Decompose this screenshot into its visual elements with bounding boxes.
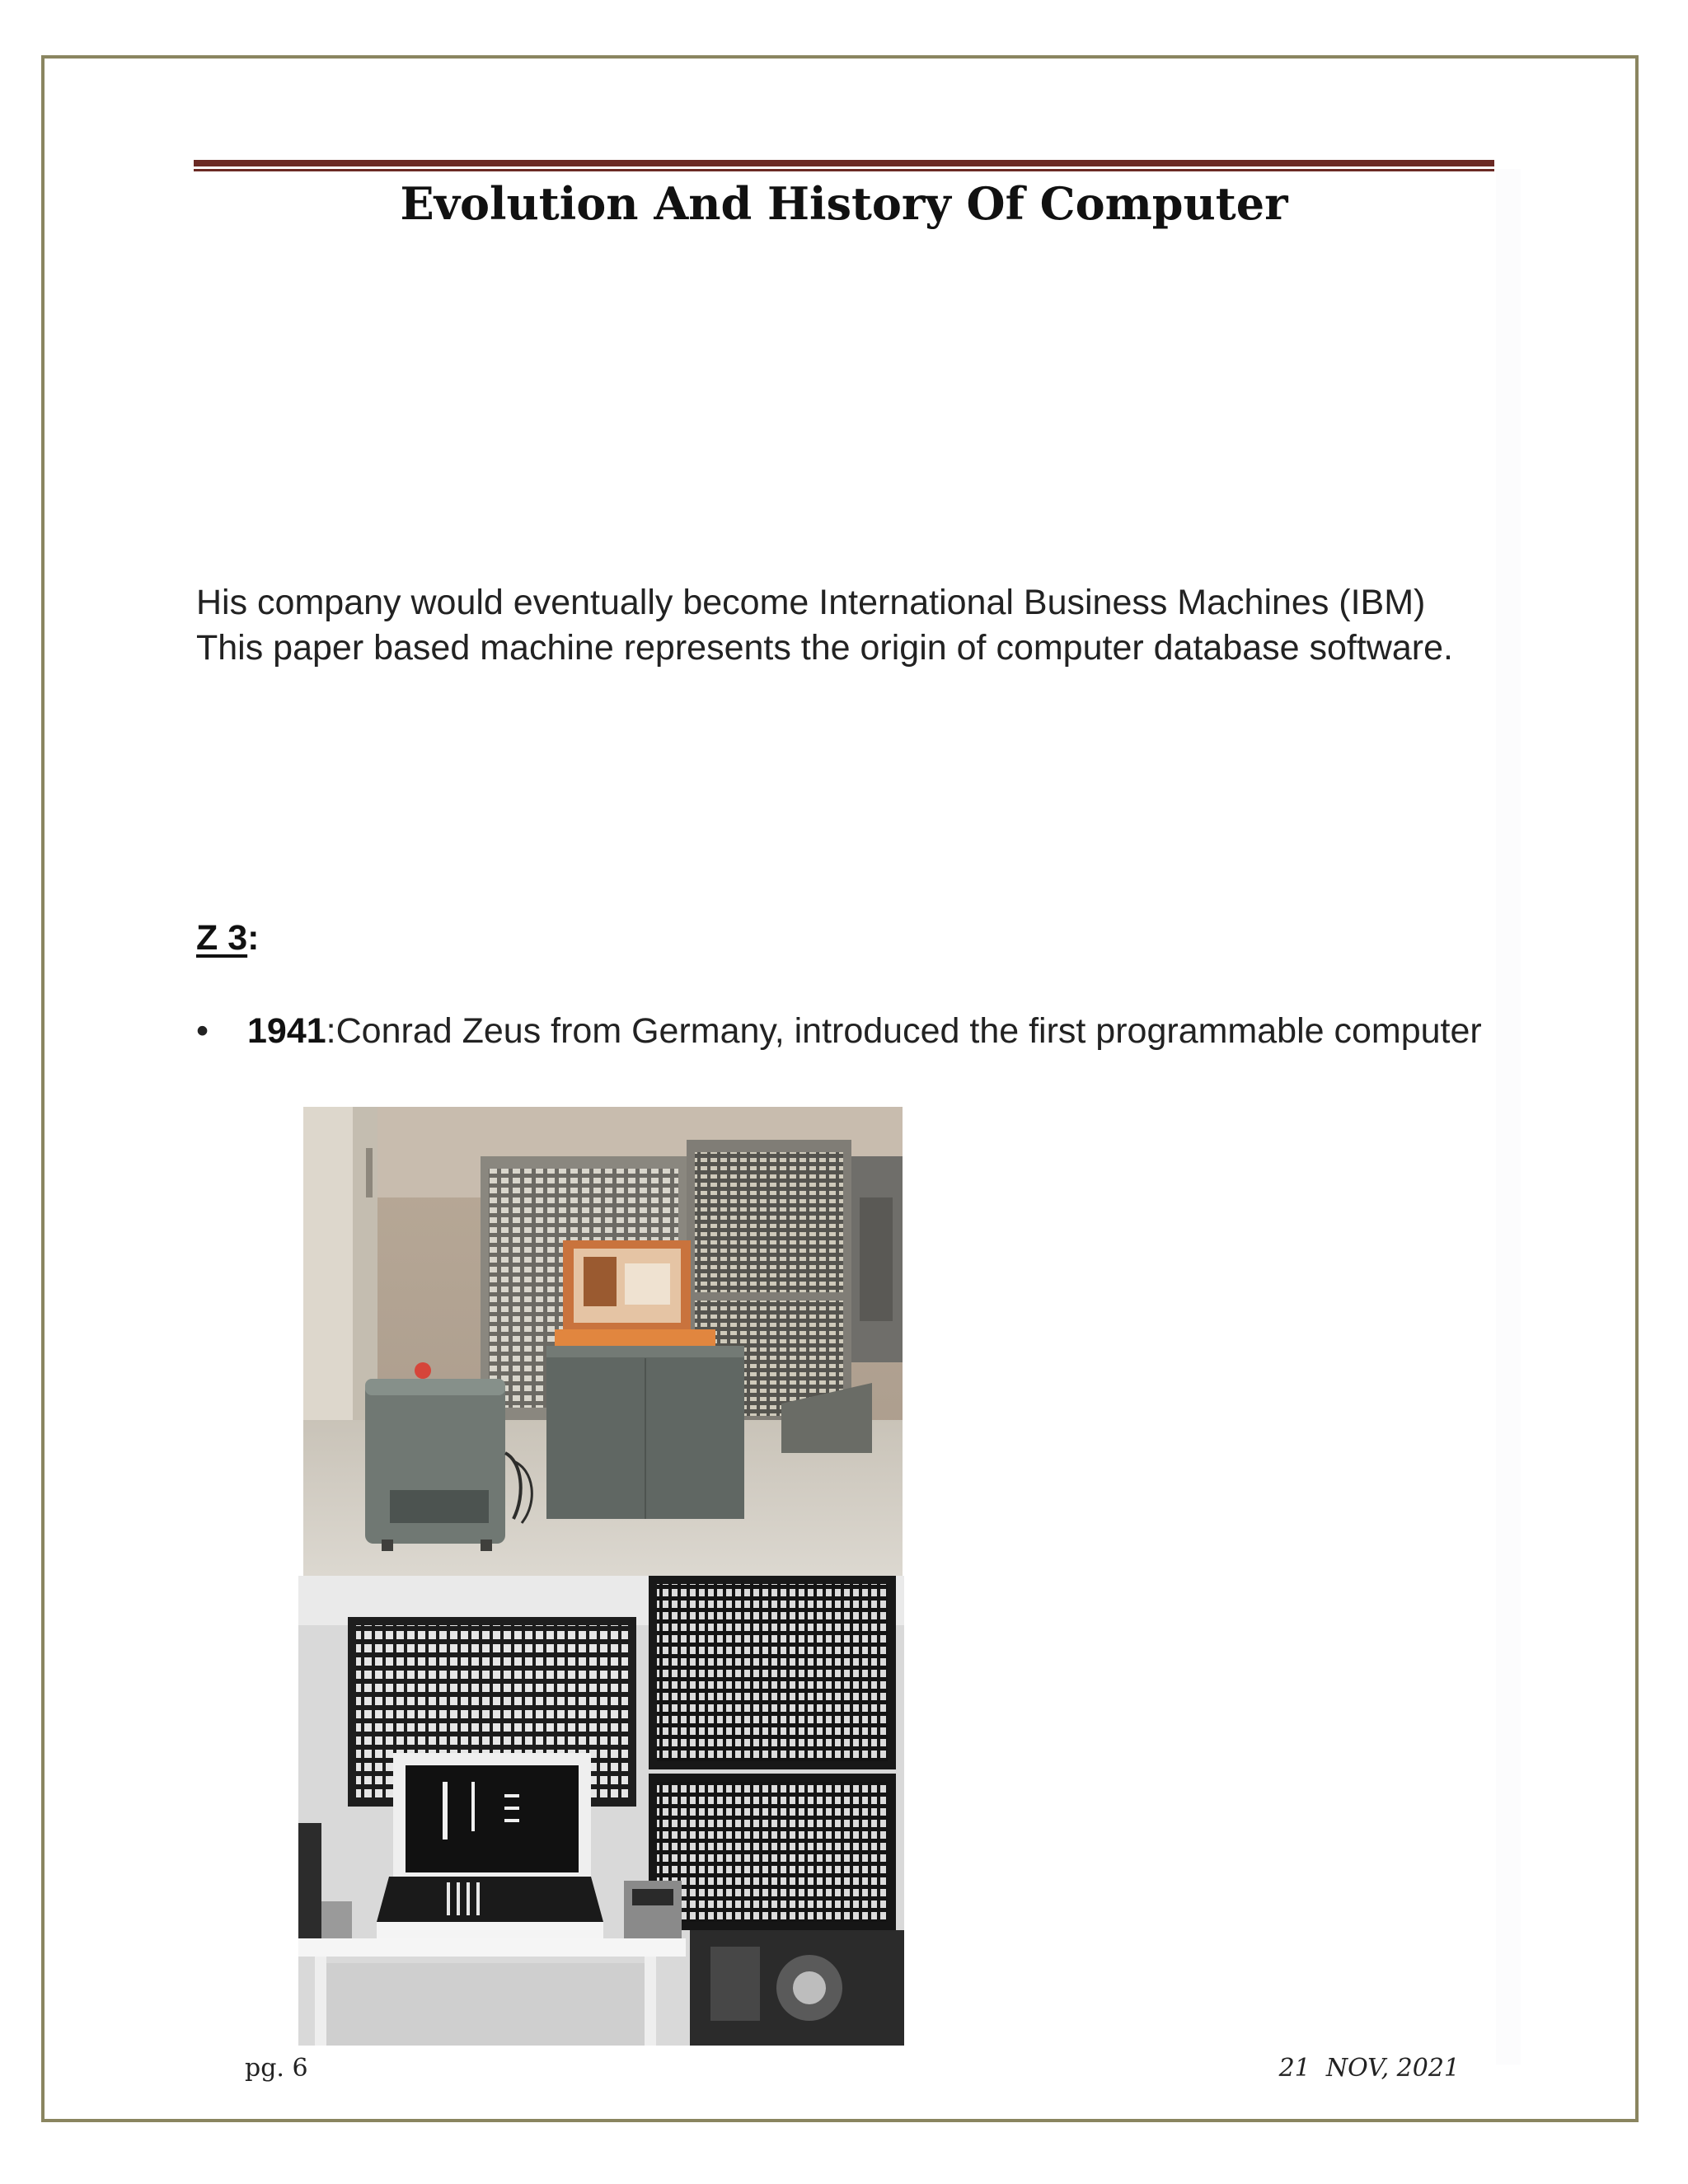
z3-replica-color-photo [303,1107,903,1576]
body-paragraph: His company would eventually become International Business Machines (IBM) This paper based machine represents the origin of computer database software. [196,583,1453,668]
header-rule-thin [194,169,1494,171]
bullet-year: 1941 [247,1011,326,1051]
footer-date: 21 NOV, 2021 [1278,2054,1460,2083]
section-heading [196,916,259,961]
content-shade [1496,169,1521,2064]
bullet-text [247,1009,1484,1054]
page-number: pg. 6 [245,2054,308,2083]
z3-original-bw-photo [298,1576,904,2046]
section-heading-colon: : [247,918,260,958]
header-rule [194,160,1494,166]
bullet-marker: • [196,1011,209,1051]
section-heading-text: Z 3 [196,918,248,958]
bullet-description: :Conrad Zeus from Germany, introduced the first programmable computer [326,1011,1482,1051]
page-title: Evolution And History Of Computer [400,177,1288,230]
